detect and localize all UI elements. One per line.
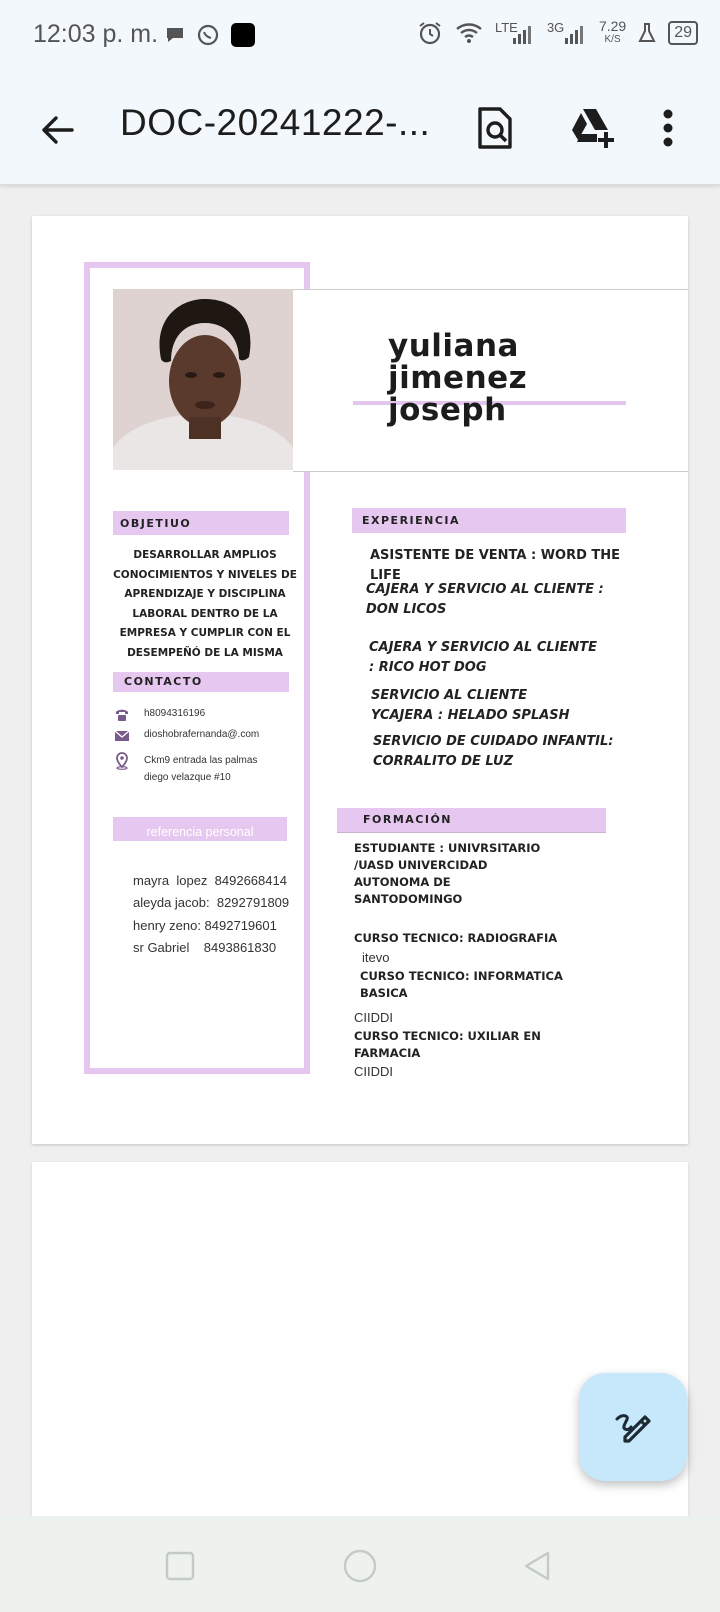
education-line: CURSO TECNICO: INFORMATICA — [360, 969, 563, 983]
mail-icon — [114, 729, 130, 743]
notification-icons — [164, 22, 256, 48]
status-bar — [0, 0, 720, 72]
document-search-icon — [476, 106, 516, 150]
phone-text: h8094316196 — [144, 708, 206, 719]
education-place: itevo — [362, 950, 390, 965]
education-line: ESTUDIANTE : UNIVRSITARIO — [354, 841, 541, 855]
education-line: /UASD UNIVERCIDAD — [354, 858, 488, 872]
save-to-drive-button[interactable] — [564, 100, 620, 156]
chat-bubble-icon — [164, 24, 186, 46]
reference-item: mayra lopez 8492668414 — [133, 873, 287, 888]
experience-item: CAJERA Y SERVICIO AL CLIENTE : DON LICOS — [366, 582, 604, 617]
location-pin-icon — [114, 752, 130, 770]
education-label: FORMACIÓN — [363, 813, 453, 826]
app-bar — [0, 72, 720, 185]
education-entry-informatica — [360, 968, 563, 1002]
education-place: CIIDDI — [354, 1010, 393, 1025]
back-nav-button[interactable] — [518, 1546, 558, 1586]
speed-unit: K/S — [604, 34, 621, 45]
objective-label: OBJETIUO — [120, 517, 192, 530]
signal-bars-icon — [511, 24, 533, 46]
triangle-back-icon — [522, 1550, 554, 1582]
drive-add-icon — [568, 106, 616, 150]
wifi-icon — [455, 21, 483, 45]
home-button[interactable] — [340, 1546, 380, 1586]
flask-icon — [638, 22, 656, 44]
status-time: 12:03 p. m. — [33, 20, 159, 48]
reference-item: henry zeno: 8492719601 — [133, 917, 277, 933]
education-place: CIIDDI — [354, 1064, 393, 1079]
reference-item: aleyda jacob: 8292791809 — [133, 895, 290, 911]
contact-address — [114, 752, 257, 786]
email-text: dioshobrafernanda@.com — [144, 729, 260, 740]
candidate-name — [388, 330, 527, 426]
recents-button[interactable] — [160, 1546, 200, 1586]
experience-item: CAJERA Y SERVICIO AL CLIENTE : RICO HOT DOG — [369, 640, 598, 675]
education-entry-university — [354, 840, 540, 908]
education-line: BASICA — [360, 986, 408, 1000]
experience-item: SERVICIO DE CUIDADO INFANTIL: CORRALITO DE LUZ — [373, 734, 614, 769]
person-portrait — [113, 289, 293, 470]
education-line: SANTODOMINGO — [354, 892, 463, 906]
experience-item: SERVICIO AL CLIENTE YCAJERA : HELADO SPLASH — [371, 688, 570, 723]
middle-name: jimenez — [388, 360, 528, 396]
signal-bars-icon — [563, 24, 585, 46]
status-right-icons — [417, 20, 698, 46]
last-name: joseph — [388, 392, 507, 428]
more-options-button[interactable] — [648, 100, 688, 156]
first-name: yuliana — [388, 328, 519, 364]
lte-label: LTE — [494, 20, 518, 35]
document-title: DOC-20241222-... — [120, 102, 431, 143]
3g-label: 3G — [546, 20, 565, 35]
edit-pen-icon — [611, 1405, 655, 1449]
address-line-1: Ckm9 entrada las palmas — [144, 755, 258, 766]
address-line-2: diego velazque #10 — [144, 772, 231, 783]
back-button[interactable] — [36, 108, 80, 152]
references-label: referencia personal — [146, 825, 254, 839]
square-icon — [164, 1550, 196, 1582]
education-line: AUTONOMA DE — [354, 875, 451, 889]
address-text — [144, 752, 257, 786]
more-vert-icon — [662, 108, 674, 148]
battery-indicator: 29 — [668, 21, 698, 45]
experience-label: EXPERIENCIA — [362, 514, 461, 527]
arrow-back-icon — [36, 108, 80, 152]
alarm-icon — [417, 20, 443, 46]
contact-email — [114, 729, 259, 743]
contact-phone — [114, 708, 205, 722]
phone-icon — [114, 708, 130, 722]
find-in-document-button[interactable] — [468, 100, 524, 156]
education-entry-radiografia: CURSO TECNICO: RADIOGRAFIA — [354, 931, 558, 945]
contact-label: CONTACTO — [124, 675, 203, 688]
edit-fab-button[interactable] — [579, 1373, 687, 1481]
whatsapp-icon — [196, 23, 220, 47]
education-line: FARMACIA — [354, 1046, 421, 1060]
network-speed — [599, 20, 626, 46]
profile-photo — [113, 289, 293, 470]
app-notification-icon — [230, 22, 256, 48]
speed-value: 7.29 — [598, 18, 627, 34]
circle-icon — [342, 1548, 378, 1584]
references-list — [133, 870, 289, 960]
education-line: CURSO TECNICO: UXILIAR EN — [354, 1029, 541, 1043]
system-navigation-bar — [0, 1516, 720, 1612]
experience-item: ASISTENTE DE VENTA : WORD THE LIFE — [370, 548, 621, 583]
objective-text: DESARROLLAR AMPLIOS CONOCIMIENTOS Y NIVELES DE APRENDIZAJE Y DISCIPLINA LABORAL DENTRO DE LA EMPRESA Y CUMPLIR CON EL DESEMPEÑÓ DE LA MISMA — [113, 549, 297, 659]
3g-signal — [547, 20, 587, 46]
education-entry-farmacia — [354, 1028, 541, 1062]
document-page[interactable] — [32, 216, 688, 1144]
reference-item: sr Gabriel 8493861830 — [133, 940, 277, 956]
lte-signal — [495, 20, 535, 46]
